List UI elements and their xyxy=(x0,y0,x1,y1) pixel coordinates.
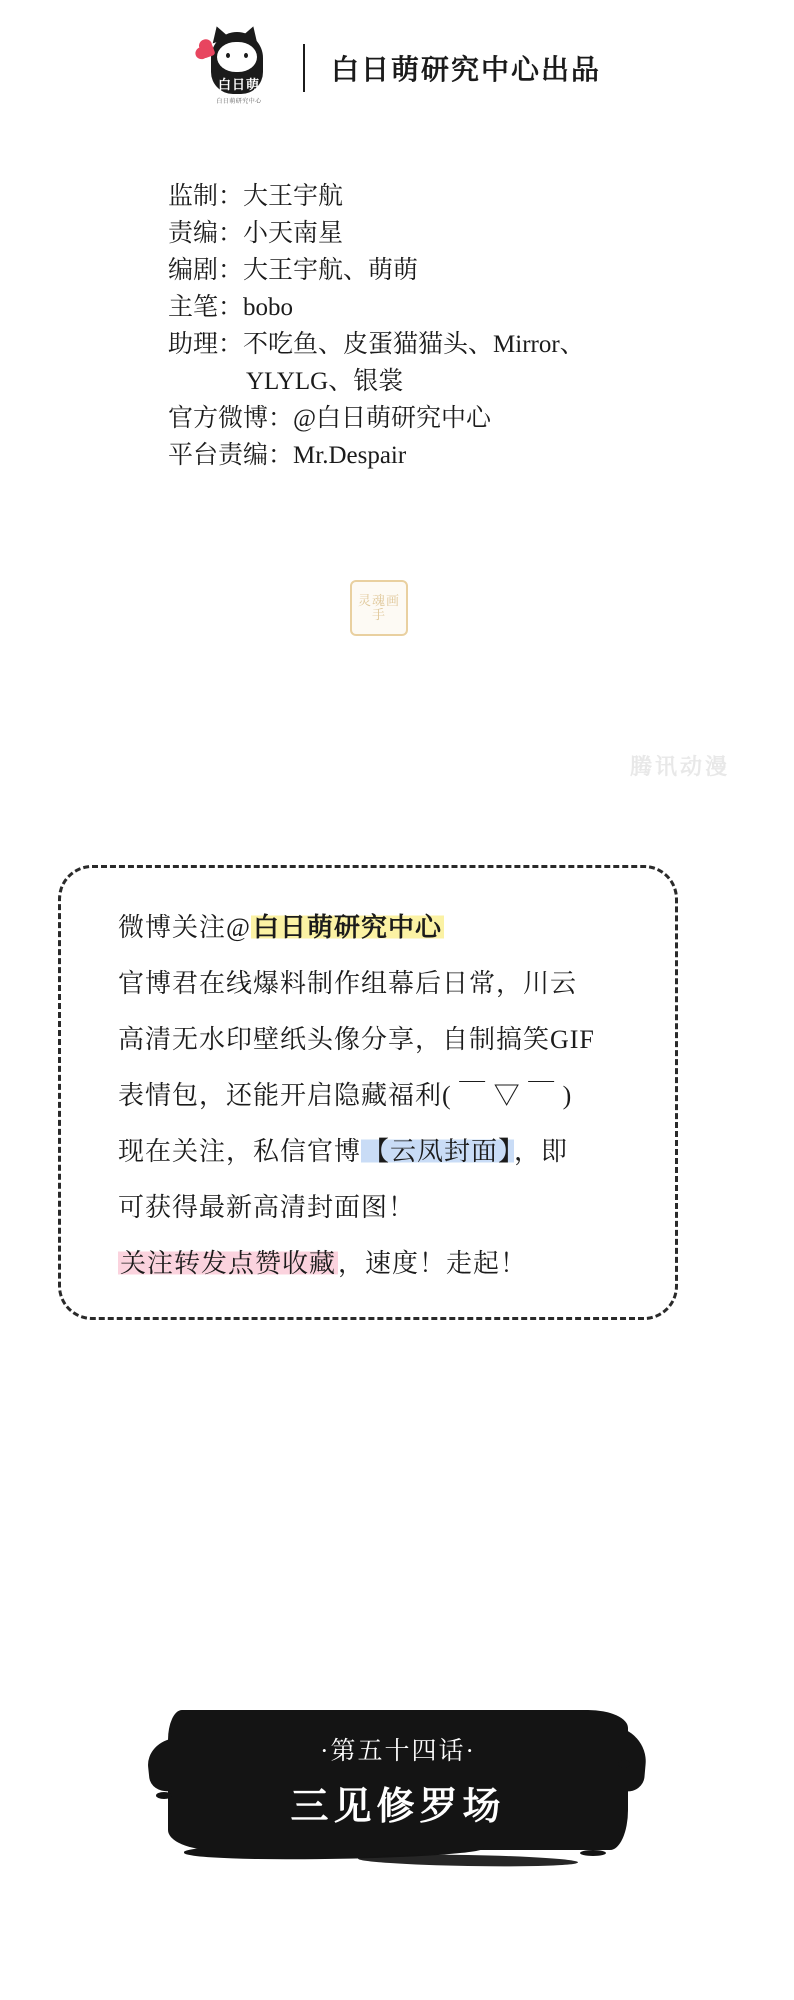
credit-value: YLYLG、银裳 xyxy=(246,368,404,395)
watermark: 腾讯动漫 xyxy=(630,754,731,779)
note-line-5-suffix: ，即 xyxy=(514,1137,569,1166)
credit-row xyxy=(168,178,585,215)
chapter-number: ·第五十四话· xyxy=(320,1737,476,1765)
note-line-5 xyxy=(118,1124,688,1180)
note-line-6: 可获得最新高清封面图！ xyxy=(118,1193,416,1222)
cat-eye-left-icon xyxy=(226,53,230,58)
credit-label: 责编： xyxy=(168,220,244,247)
weibo-account-highlight: 白日萌研究中心 xyxy=(252,913,442,942)
credit-row xyxy=(168,289,585,326)
divider xyxy=(303,44,305,92)
note-line-5-prefix: 现在关注，私信官博 xyxy=(118,1137,362,1166)
credit-value: bobo xyxy=(243,294,294,321)
credit-row xyxy=(168,437,585,474)
logo-subtext: 白日萌研究中心 xyxy=(216,99,262,105)
logo-text: 白日萌 xyxy=(217,77,260,92)
brand-title: 白日萌研究中心出品 xyxy=(330,55,601,86)
artist-stamp-text: 灵魂画手 xyxy=(357,593,400,622)
credit-label: 监制： xyxy=(168,183,244,210)
credit-row xyxy=(168,252,585,289)
note-line-1-prefix: 微博关注@ xyxy=(118,913,251,942)
credit-row xyxy=(168,326,585,363)
brand-logo xyxy=(193,22,285,114)
keyword-highlight: 【云凤封面】 xyxy=(363,1137,513,1166)
credits-block xyxy=(168,178,585,474)
credit-value: 大王宇航、萌萌 xyxy=(243,257,419,284)
artist-stamp xyxy=(350,580,408,636)
credit-label: 官方微博： xyxy=(168,405,294,432)
note-line-4: 表情包，还能开启隐藏福利( ￣ ▽ ￣ ) xyxy=(118,1081,573,1110)
credit-row xyxy=(168,215,585,252)
chapter-banner xyxy=(148,1700,648,1885)
note-line-2: 官博君在线爆料制作组幕后日常，川云 xyxy=(118,969,578,998)
cat-face-icon xyxy=(217,42,257,72)
cat-eye-right-icon xyxy=(244,53,248,58)
note-line-3: 高清无水印壁纸头像分享，自制搞笑GIF xyxy=(118,1025,595,1054)
credit-value: Mr.Despair xyxy=(293,442,407,469)
credit-row xyxy=(168,400,585,437)
call-to-action-highlight: 关注转发点赞收藏 xyxy=(120,1249,337,1278)
credit-value: @白日萌研究中心 xyxy=(293,405,492,432)
promo-note-text xyxy=(118,900,688,1292)
chapter-banner-text xyxy=(148,1700,648,1860)
credit-label: 主笔： xyxy=(168,294,244,321)
credit-value: 大王宇航 xyxy=(243,183,344,210)
credit-value: 不吃鱼、皮蛋猫猫头、Mirror、 xyxy=(243,331,585,358)
note-line-1 xyxy=(118,900,688,956)
header xyxy=(0,18,794,118)
credit-value: 小天南星 xyxy=(243,220,344,247)
credit-label: 助理： xyxy=(168,331,244,358)
note-line-7-suffix: ，速度！走起！ xyxy=(338,1249,528,1278)
credit-row-continued xyxy=(168,363,585,400)
note-line-7 xyxy=(118,1236,688,1292)
credit-label: 平台责编： xyxy=(168,442,294,469)
credit-label: 编剧： xyxy=(168,257,244,284)
chapter-title: 三见修罗场 xyxy=(290,1785,506,1828)
